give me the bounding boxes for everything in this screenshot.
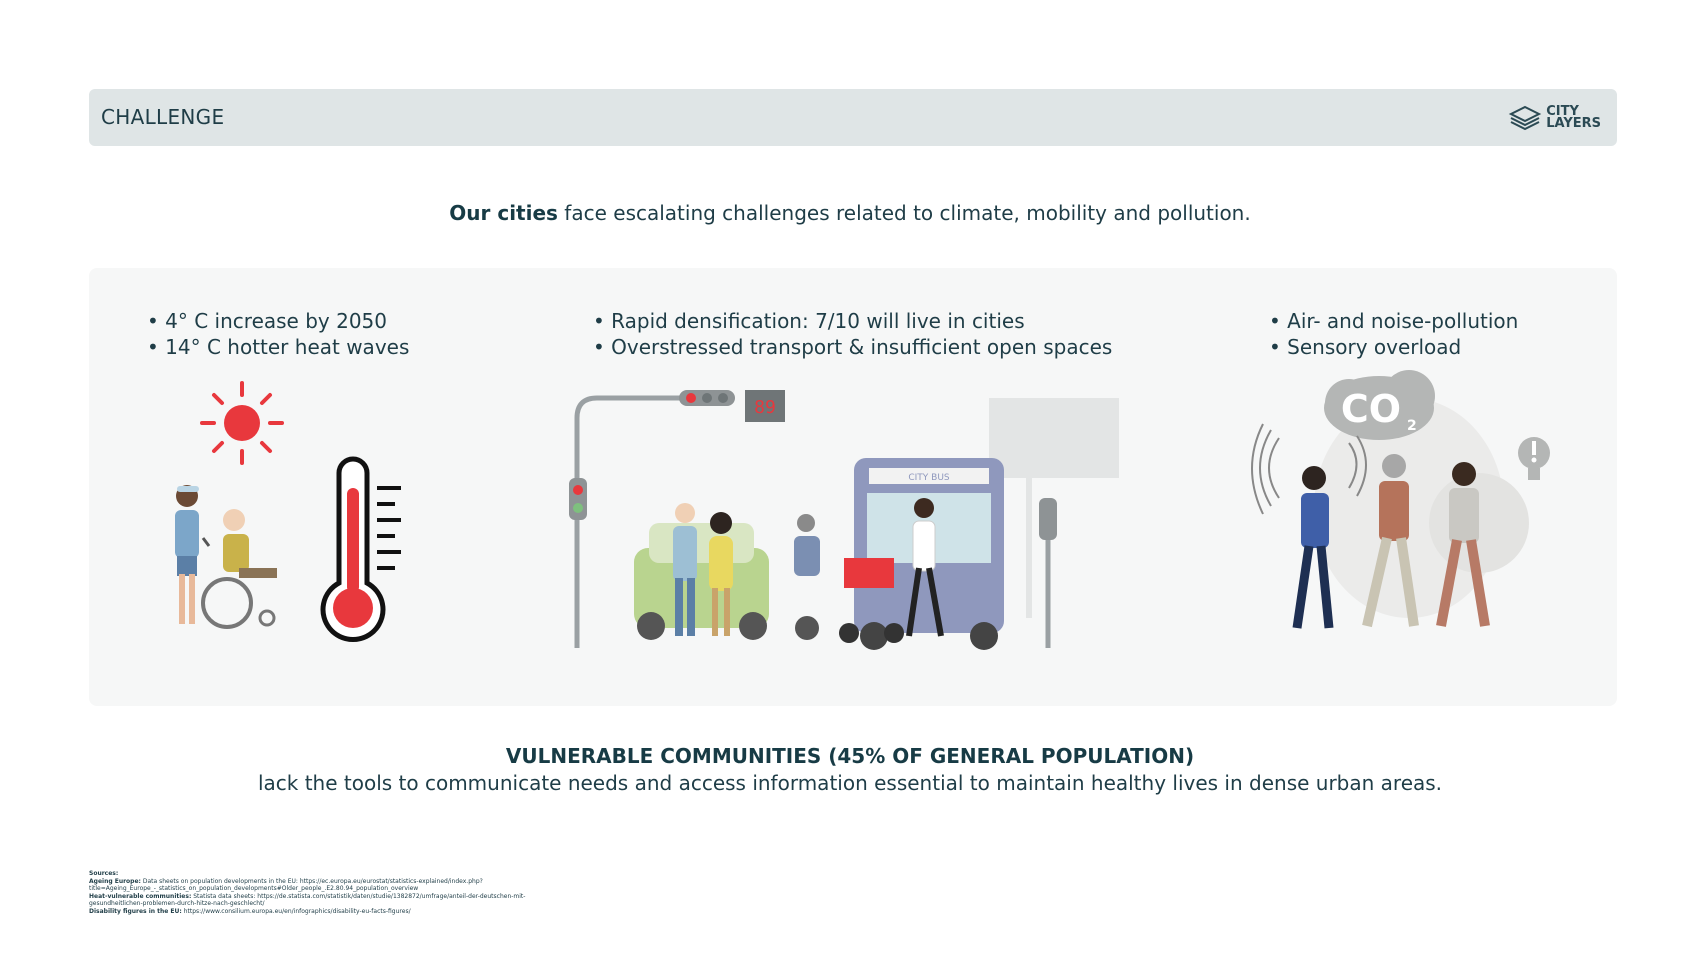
wheelchair-figure bbox=[203, 509, 277, 627]
source-label: Ageing Europe: bbox=[89, 877, 141, 885]
sun-icon bbox=[202, 383, 282, 463]
source-line bbox=[89, 908, 529, 916]
source-line bbox=[89, 878, 529, 893]
source-text: Statista data sheets: https://de.statista.com/statistik/daten/studie/1382872/umfrage/anteil-der-deutschen-mit-gesundheitlichen-problemen-durch-hitze-nach-geschlecht/ bbox=[89, 892, 526, 907]
caregiver-figure bbox=[175, 485, 199, 624]
logo-line-2: LAYERS bbox=[1546, 116, 1601, 131]
bus-sign-text: CITY BUS bbox=[908, 473, 950, 483]
intro-bold: Our cities bbox=[449, 201, 558, 225]
logo-line-1: CITY bbox=[1546, 104, 1579, 119]
co2-text: CO bbox=[1340, 387, 1402, 431]
logo-text bbox=[1546, 106, 1601, 130]
billboard bbox=[989, 398, 1119, 478]
climate-bullets bbox=[147, 308, 409, 360]
car-illustration bbox=[634, 523, 769, 640]
mobility-illustration bbox=[569, 378, 1229, 678]
bullet-item: • Air- and noise-pollution bbox=[1269, 308, 1518, 334]
intro-rest: face escalating challenges related to climate, mobility and pollution. bbox=[557, 201, 1251, 225]
bullet-item: • Overstressed transport & insufficient open spaces bbox=[593, 334, 1112, 360]
source-line bbox=[89, 893, 529, 908]
intro-text bbox=[0, 201, 1700, 225]
co2-cloud-icon bbox=[1324, 370, 1435, 440]
challenges-panel bbox=[89, 268, 1617, 706]
pollution-bullets bbox=[1269, 308, 1518, 360]
source-label: Disability figures in the EU: bbox=[89, 907, 182, 915]
source-text: https://www.consilium.europa.eu/en/infographics/disability-eu-facts-figures/ bbox=[181, 907, 411, 915]
bullet-item: • 4° C increase by 2050 bbox=[147, 308, 409, 334]
heat-illustration bbox=[159, 378, 419, 658]
source-label: Heat-vulnerable communities: bbox=[89, 892, 192, 900]
pollution-illustration bbox=[1249, 368, 1569, 668]
layers-icon bbox=[1508, 104, 1542, 132]
bullet-item: • Sensory overload bbox=[1269, 334, 1518, 360]
bullet-item: • 14° C hotter heat waves bbox=[147, 334, 409, 360]
page-title: CHALLENGE bbox=[101, 105, 225, 129]
sources-heading: Sources: bbox=[89, 870, 119, 877]
header-bar bbox=[89, 89, 1617, 146]
source-text: Data sheets on population developments in the EU: https://ec.europa.eu/eurostat/statistics-explained/index.php?title=Ageing_Europe_-_statistics_on_population_developments#Older_people_.E2.80.94_population_overview bbox=[89, 877, 483, 892]
countdown-text: 89 bbox=[754, 397, 776, 418]
vulnerable-communities-headline: VULNERABLE COMMUNITIES (45% OF GENERAL POPULATION) bbox=[505, 744, 1195, 768]
sources-block bbox=[89, 870, 529, 915]
lightbulb-icon bbox=[1518, 437, 1550, 480]
thermometer-icon bbox=[323, 459, 401, 640]
vulnerable-communities-subline: lack the tools to communicate needs and access information essential to maintain healthy lives in dense urban areas. bbox=[257, 771, 1443, 795]
bullet-item: • Rapid densification: 7/10 will live in cities bbox=[593, 308, 1112, 334]
city-layers-logo bbox=[1508, 101, 1601, 135]
co2-subscript: 2 bbox=[1407, 418, 1417, 434]
mobility-bullets bbox=[593, 308, 1112, 360]
